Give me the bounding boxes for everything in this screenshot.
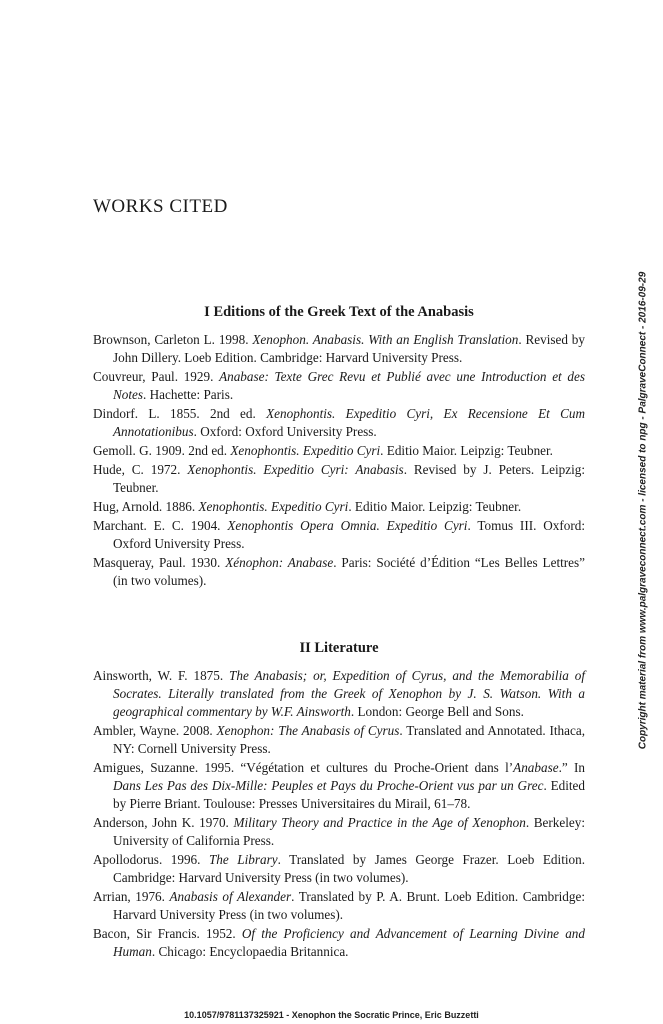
- bibliography-entry: Ainsworth, W. F. 1875. The Anabasis; or, Expedition of Cyrus, and the Memorabilia of Socrates. Literally translated from the Greek of Xenophon by J. S. Watson. With a geographical commentary by W.F. Ainsworth. London: George Bell and Sons.: [93, 668, 585, 719]
- bibliography-entry: Masqueray, Paul. 1930. Xénophon: Anabase. Paris: Société d’Édition “Les Belles Lettres” (in two volumes).: [93, 555, 585, 588]
- bibliography-entry: Hude, C. 1972. Xenophontis. Expeditio Cyri: Anabasis. Revised by J. Peters. Leipzig: Teubner.: [93, 462, 585, 495]
- page-title: WORKS CITED: [93, 196, 228, 217]
- bibliography-entry: Dindorf. L. 1855. 2nd ed. Xenophontis. Expeditio Cyri, Ex Recensione Et Cum Annotationibus. Oxford: Oxford University Press.: [93, 406, 585, 439]
- bibliography-entry: Bacon, Sir Francis. 1952. Of the Proficiency and Advancement of Learning Divine and Human. Chicago: Encyclopaedia Britannica.: [93, 926, 585, 959]
- bibliography-entry: Apollodorus. 1996. The Library. Translated by James George Frazer. Loeb Edition. Cambridge: Harvard University Press (in two volumes).: [93, 852, 586, 885]
- section-literature: [93, 638, 585, 962]
- bibliography-entry: Marchant. E. C. 1904. Xenophontis Opera Omnia. Expeditio Cyri. Tomus III. Oxford: Oxford University Press.: [93, 518, 585, 551]
- bibliography-entry: Anderson, John K. 1970. Military Theory and Practice in the Age of Xenophon. Berkeley: University of California Press.: [93, 815, 585, 848]
- copyright-margin-note: [633, 270, 653, 750]
- footer-citation: 10.1057/9781137325921 - Xenophon the Socratic Prince, Eric Buzzetti: [184, 1010, 479, 1020]
- bibliography-entry: Arrian, 1976. Anabasis of Alexander. Translated by P. A. Brunt. Loeb Edition. Cambridge: Harvard University Press (in two volumes).: [93, 889, 585, 922]
- bibliography-entry: Gemoll. G. 1909. 2nd ed. Xenophontis. Expeditio Cyri. Editio Maior. Leipzig: Teubner.: [93, 443, 553, 458]
- bibliography-entry: Amigues, Suzanne. 1995. “Végétation et cultures du Proche-Orient dans l’Anabase.” In Dans Les Pas des Dix-Mille: Peuples et Pays du Proche-Orient vus par un Grec. Edited by Pierre Briant. Toulouse: Presses Universitaires du Mirail, 61–78.: [93, 760, 585, 811]
- bibliography-entry: Hug, Arnold. 1886. Xenophontis. Expeditio Cyri. Editio Maior. Leipzig: Teubner.: [93, 499, 522, 514]
- section-heading: II Literature: [299, 640, 379, 656]
- copyright-text: Copyright material from www.palgraveconnect.com - licensed to npg - PalgraveConnect - 2016-09-29: [637, 271, 649, 749]
- bibliography-entry: Couvreur, Paul. 1929. Anabase: Texte Grec Revu et Publié avec une Introduction et des Notes. Hachette: Paris.: [93, 369, 585, 402]
- section-editions: [93, 302, 585, 591]
- bibliography-entry: Ambler, Wayne. 2008. Xenophon: The Anabasis of Cyrus. Translated and Annotated. Ithaca, NY: Cornell University Press.: [93, 723, 585, 756]
- section-heading: I Editions of the Greek Text of the Anabasis: [204, 304, 474, 320]
- bibliography-entry: Brownson, Carleton L. 1998. Xenophon. Anabasis. With an English Translation. Revised by John Dillery. Loeb Edition. Cambridge: Harvard University Press.: [93, 332, 585, 365]
